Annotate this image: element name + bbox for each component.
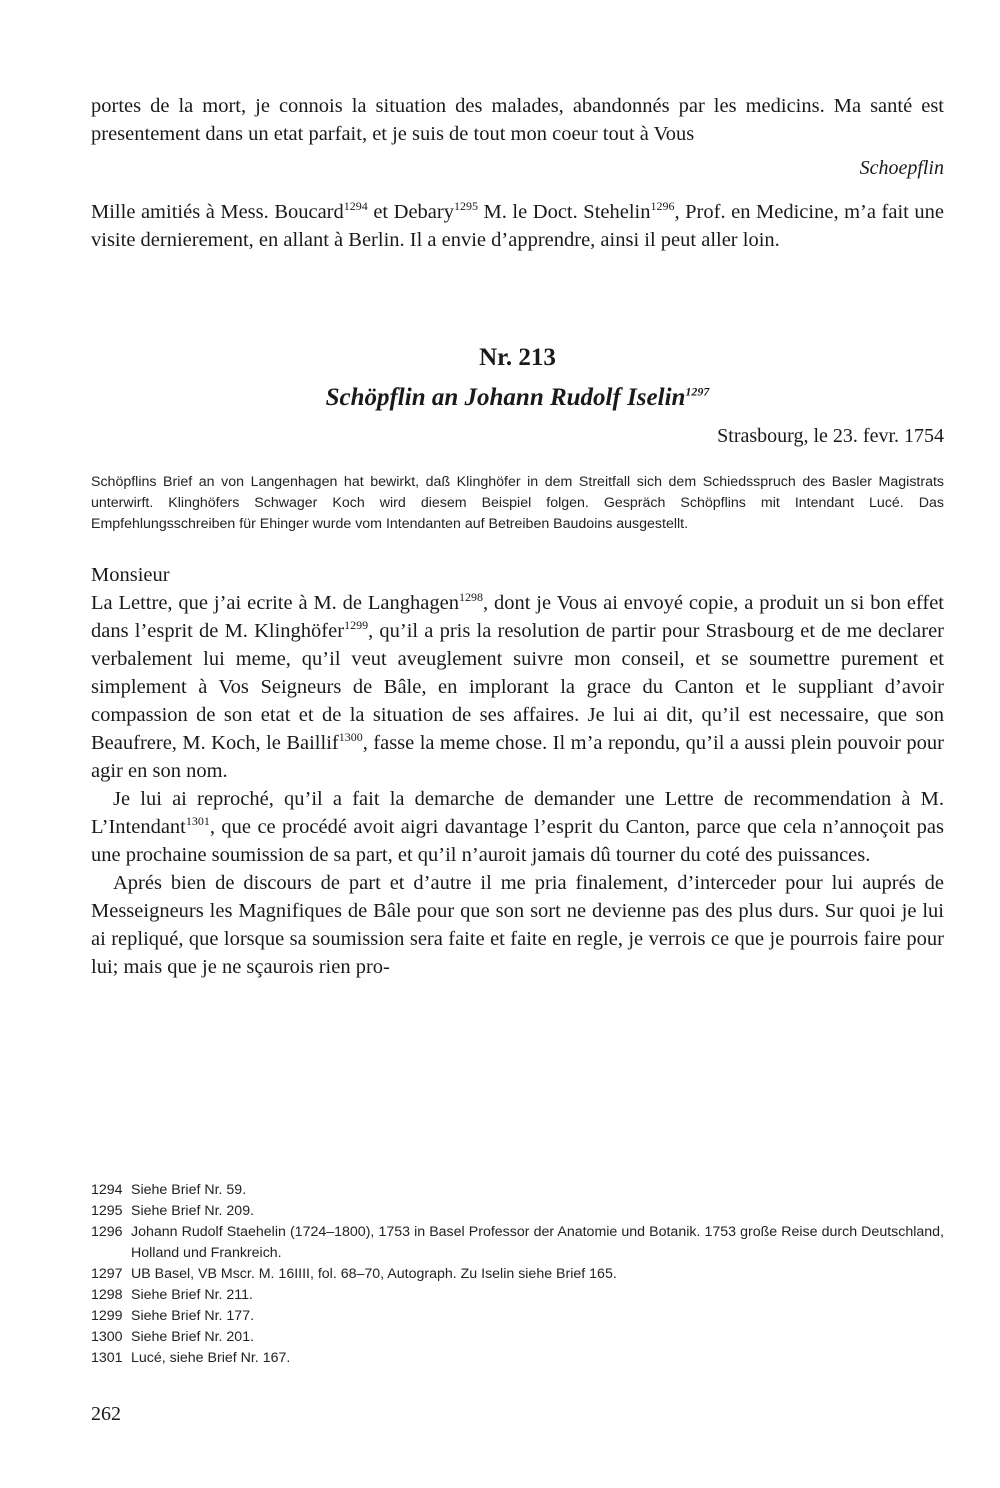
footnote-number: 1301 (91, 1350, 123, 1366)
footnote-text: Johann Rudolf Staehelin (1724–1800), 1753 in Basel Professor der Anatomie und Botanik. 1753 große Reise durch Deutschland, Holland und Frankreich. (131, 1224, 944, 1261)
postscript-text: et Debary (367, 201, 454, 223)
signature: Schoepflin (859, 157, 944, 179)
letter-paragraph-1 (91, 589, 944, 785)
letter-paragraph-3: Aprés bien de discours de part et d’autre il me pria finalement, d’interceder pour lui auprés de Messeigneurs les Magnifiques de Bâle pour que son sort ne devienne pas des plus durs. Sur quoi je lui ai repliqué, que lorsque sa soumission sera faite et faite en regle, je verrois ce que je pourrois faire pour lui; mais que je ne sçaurois rien pro- (91, 872, 944, 978)
postscript-text: M. le Doct. Stehelin (477, 201, 651, 223)
footnote-ref[interactable]: 1294 (343, 199, 368, 214)
footnote-text: Siehe Brief Nr. 211. (131, 1287, 253, 1303)
footnote (91, 1222, 944, 1264)
page-content (91, 92, 944, 981)
footnote-text: Siehe Brief Nr. 201. (131, 1329, 255, 1345)
postscript-text: Mille amitiés à Mess. Boucard (91, 201, 344, 223)
footnote-text: Lucé, siehe Brief Nr. 167. (131, 1350, 291, 1366)
footnote-number: 1298 (91, 1287, 123, 1303)
paragraph-text: Je lui ai reproché, qu’il a fait la demarche de demander une Lettre de recommendation à M. L’Intendant (91, 788, 944, 838)
footnote-text: Siehe Brief Nr. 59. (131, 1182, 247, 1198)
footnote (91, 1327, 944, 1348)
footnote-ref[interactable]: 1298 (458, 590, 483, 605)
letter-title (91, 382, 944, 414)
footnote-number: 1296 (91, 1224, 123, 1240)
letter-salutation: Monsieur (91, 564, 170, 586)
page-number: 262 (91, 1403, 121, 1425)
footnote-text: Siehe Brief Nr. 209. (131, 1203, 255, 1219)
footnote-ref[interactable]: 1301 (185, 814, 210, 829)
footnote-number: 1297 (91, 1266, 123, 1282)
letter-paragraph-2 (91, 785, 944, 869)
paragraph-text: , que ce procédé avoit aigri davantage l’esprit du Canton, parce que cela n’annoçoit pas une prochaine soumission de sa part, et qu’il n’auroit jamais dû tourner du coté des puissances. (91, 816, 944, 866)
letter-summary: Schöpflins Brief an von Langenhagen hat bewirkt, daß Klinghöfer in dem Streitfall sich dem Schiedsspruch des Basler Magistrats unterwirft. Klinghöfers Schwager Koch wird diesem Beispiel folgen. Gespräch Schöpflins mit Intendant Lucé. Das Empfehlungsschreiben für Ehinger wurde vom Intendanten auf Betreiben Baudoins ausgestellt. (91, 474, 944, 532)
letter-number-heading: Nr. 213 (479, 344, 556, 371)
footnote (91, 1264, 944, 1285)
footnote-ref[interactable]: 1297 (685, 384, 710, 399)
paragraph-text: , qu’il a pris la resolution de partir pour Strasbourg et de me declarer verbalement lui meme, qu’il veut aveuglement suivre mon conseil, et se soumettre purement et simplement à Vos Seigneurs de Bâle, en implorant la grace du Canton et le suppliant d’avoir compassion de son etat et de la situation de ses affaires. Je lui ai dit, qu’il est necessaire, que son Beaufrere, M. Koch, le Baillif (91, 620, 944, 754)
footnote-number: 1299 (91, 1308, 123, 1324)
footnote (91, 1306, 944, 1327)
postscript-paragraph (91, 198, 944, 254)
footnote-number: 1294 (91, 1182, 123, 1198)
footnote-ref[interactable]: 1295 (453, 199, 478, 214)
footnote-number: 1295 (91, 1203, 123, 1219)
letter-place-date: Strasbourg, le 23. fevr. 1754 (717, 425, 944, 447)
footnote (91, 1285, 944, 1306)
footnote-number: 1300 (91, 1329, 123, 1345)
paragraph-text: La Lettre, que j’ai ecrite à M. de Langhagen (91, 592, 459, 614)
paragraph-text: , dont je Vous ai envoyé copie, a produit un si bon effet dans l’esprit de M. Klinghöfer (91, 592, 945, 642)
postscript-text: , Prof. en Medicine, m’a fait une visite dernierement, en allant à Berlin. Il a envie d’apprendre, ainsi il peut aller loin. (91, 201, 944, 251)
footnotes (91, 1180, 944, 1369)
footnote-ref[interactable]: 1299 (344, 618, 369, 633)
continuation-paragraph: portes de la mort, je connois la situation des malades, abandonnés par les medicins. Ma santé est presentement dans un etat parfait, et je suis de tout mon coeur tout à Vous (91, 95, 944, 145)
paragraph-text: , fasse la meme chose. Il m’a repondu, qu’il a aussi plein pouvoir pour agir en son nom. (91, 732, 944, 782)
footnote-text: UB Basel, VB Mscr. M. 16IIII, fol. 68–70, Autograph. Zu Iselin siehe Brief 165. (131, 1266, 617, 1282)
footnote-ref[interactable]: 1296 (650, 199, 675, 214)
footnote (91, 1348, 944, 1369)
footnote (91, 1201, 944, 1222)
footnote-ref[interactable]: 1300 (338, 730, 363, 745)
footnote-text: Siehe Brief Nr. 177. (131, 1308, 255, 1324)
footnote (91, 1180, 944, 1201)
letter-title-text: Schöpflin an Johann Rudolf Iselin (325, 384, 686, 411)
